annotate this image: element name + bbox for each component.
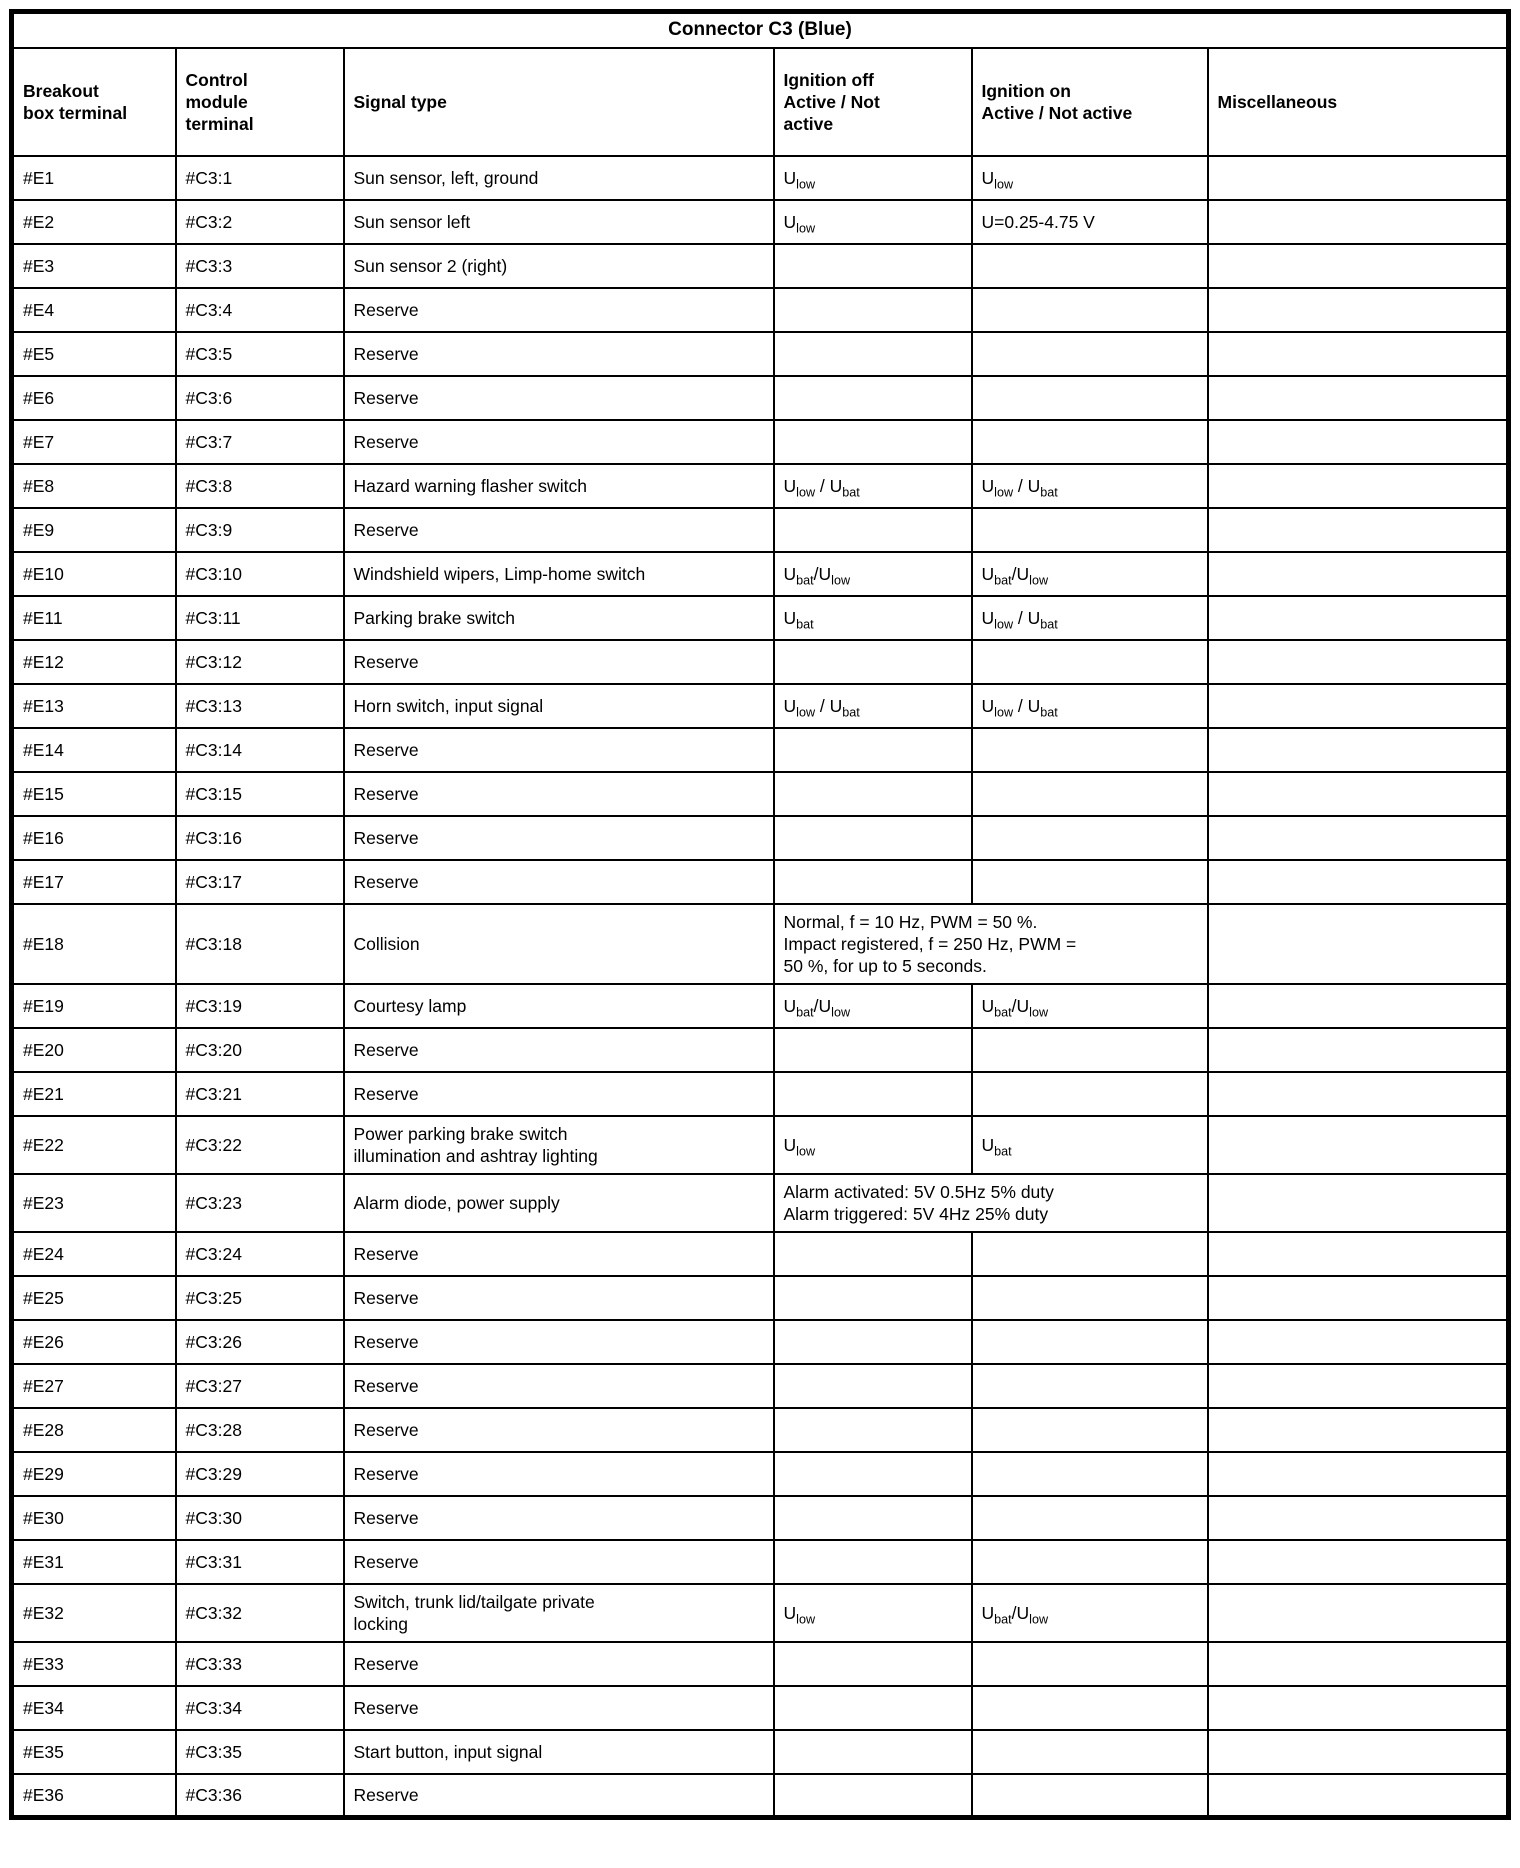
cell-signal-type: Power parking brake switch illumination and ashtray lighting	[344, 1116, 774, 1174]
cell-breakout-terminal: #E33	[12, 1642, 176, 1686]
cell-ignition-off	[774, 1496, 972, 1540]
cell-signal-type: Sun sensor 2 (right)	[344, 244, 774, 288]
cell-ignition-on	[972, 860, 1208, 904]
cell-breakout-terminal: #E22	[12, 1116, 176, 1174]
cell-ignition-off	[774, 1540, 972, 1584]
cell-ignition-on	[972, 1730, 1208, 1774]
cell-miscellaneous	[1208, 1584, 1509, 1642]
cell-signal-type: Reserve	[344, 772, 774, 816]
cell-ignition-off: $U_{low} / U_{bat}$	[774, 464, 972, 508]
cell-control-module-terminal: #C3:20	[176, 1028, 344, 1072]
cell-control-module-terminal: #C3:19	[176, 984, 344, 1028]
cell-breakout-terminal: #E30	[12, 1496, 176, 1540]
cell-control-module-terminal: #C3:27	[176, 1364, 344, 1408]
cell-ignition-off	[774, 1642, 972, 1686]
table-title-row	[12, 12, 1509, 48]
cell-breakout-terminal: #E34	[12, 1686, 176, 1730]
cell-control-module-terminal: #C3:7	[176, 420, 344, 464]
cell-signal-type: Reserve	[344, 420, 774, 464]
table-row	[12, 816, 1509, 860]
cell-ignition-on	[972, 1320, 1208, 1364]
cell-control-module-terminal: #C3:3	[176, 244, 344, 288]
cell-miscellaneous	[1208, 1232, 1509, 1276]
table-row	[12, 1072, 1509, 1116]
cell-miscellaneous	[1208, 816, 1509, 860]
table-row	[12, 728, 1509, 772]
cell-control-module-terminal: #C3:32	[176, 1584, 344, 1642]
cell-ignition-off	[774, 640, 972, 684]
cell-signal-type: Sun sensor left	[344, 200, 774, 244]
cell-control-module-terminal: #C3:10	[176, 552, 344, 596]
cell-ignition-off	[774, 1072, 972, 1116]
cell-signal-type: Hazard warning flasher switch	[344, 464, 774, 508]
col-header-control-module-terminal: Control module terminal	[176, 48, 344, 156]
table-row	[12, 1584, 1509, 1642]
cell-control-module-terminal: #C3:26	[176, 1320, 344, 1364]
cell-ignition-on: U=0.25-4.75 V	[972, 200, 1208, 244]
cell-ignition-on	[972, 728, 1208, 772]
cell-miscellaneous	[1208, 772, 1509, 816]
cell-ignition-off	[774, 1028, 972, 1072]
cell-control-module-terminal: #C3:6	[176, 376, 344, 420]
cell-miscellaneous	[1208, 376, 1509, 420]
cell-control-module-terminal: #C3:24	[176, 1232, 344, 1276]
cell-signal-type: Reserve	[344, 508, 774, 552]
cell-breakout-terminal: #E26	[12, 1320, 176, 1364]
cell-miscellaneous	[1208, 684, 1509, 728]
col-header-miscellaneous: Miscellaneous	[1208, 48, 1509, 156]
cell-ignition-on	[972, 1642, 1208, 1686]
cell-ignition-off	[774, 772, 972, 816]
cell-ignition-off	[774, 244, 972, 288]
cell-control-module-terminal: #C3:12	[176, 640, 344, 684]
cell-miscellaneous	[1208, 860, 1509, 904]
cell-ignition-on: $U_{low}$	[972, 156, 1208, 200]
cell-signal-type: Reserve	[344, 728, 774, 772]
cell-signal-type: Reserve	[344, 288, 774, 332]
cell-breakout-terminal: #E14	[12, 728, 176, 772]
cell-ignition-off	[774, 288, 972, 332]
table-row	[12, 1496, 1509, 1540]
cell-ignition-on	[972, 640, 1208, 684]
cell-signal-type: Reserve	[344, 816, 774, 860]
table-row	[12, 1232, 1509, 1276]
cell-ignition-off: $U_{bat}$	[774, 596, 972, 640]
cell-signal-type: Courtesy lamp	[344, 984, 774, 1028]
cell-ignition-off: $U_{low} / U_{bat}$	[774, 684, 972, 728]
cell-signal-type: Reserve	[344, 1686, 774, 1730]
cell-breakout-terminal: #E11	[12, 596, 176, 640]
cell-breakout-terminal: #E24	[12, 1232, 176, 1276]
cell-control-module-terminal: #C3:23	[176, 1174, 344, 1232]
cell-control-module-terminal: #C3:30	[176, 1496, 344, 1540]
cell-miscellaneous	[1208, 552, 1509, 596]
cell-control-module-terminal: #C3:9	[176, 508, 344, 552]
cell-ignition-on: $U_{low} / U_{bat}$	[972, 464, 1208, 508]
cell-ignition-off	[774, 1320, 972, 1364]
cell-control-module-terminal: #C3:25	[176, 1276, 344, 1320]
cell-control-module-terminal: #C3:22	[176, 1116, 344, 1174]
cell-miscellaneous	[1208, 1116, 1509, 1174]
cell-ignition-off	[774, 508, 972, 552]
cell-signal-type: Reserve	[344, 640, 774, 684]
table-row	[12, 420, 1509, 464]
cell-miscellaneous	[1208, 156, 1509, 200]
table-row	[12, 1686, 1509, 1730]
table-row	[12, 860, 1509, 904]
cell-ignition-off	[774, 1276, 972, 1320]
cell-ignition-off	[774, 1408, 972, 1452]
cell-control-module-terminal: #C3:13	[176, 684, 344, 728]
cell-ignition-off	[774, 1730, 972, 1774]
cell-ignition-off: $U_{bat}/U_{low}$	[774, 552, 972, 596]
cell-ignition-off	[774, 1232, 972, 1276]
table-row	[12, 288, 1509, 332]
cell-breakout-terminal: #E23	[12, 1174, 176, 1232]
cell-ignition-off	[774, 860, 972, 904]
cell-breakout-terminal: #E17	[12, 860, 176, 904]
table-row	[12, 376, 1509, 420]
cell-signal-type: Reserve	[344, 1276, 774, 1320]
cell-ignition-off: $U_{low}$	[774, 156, 972, 200]
cell-signal-type: Horn switch, input signal	[344, 684, 774, 728]
table-row	[12, 156, 1509, 200]
cell-signal-type: Sun sensor, left, ground	[344, 156, 774, 200]
cell-signal-type: Parking brake switch	[344, 596, 774, 640]
cell-breakout-terminal: #E28	[12, 1408, 176, 1452]
cell-signal-type: Reserve	[344, 332, 774, 376]
table-row	[12, 1116, 1509, 1174]
cell-signal-type: Reserve	[344, 1774, 774, 1818]
cell-miscellaneous	[1208, 1642, 1509, 1686]
cell-control-module-terminal: #C3:36	[176, 1774, 344, 1818]
cell-ignition-on	[972, 508, 1208, 552]
cell-breakout-terminal: #E2	[12, 200, 176, 244]
cell-ignition-on	[972, 816, 1208, 860]
cell-ignition-on	[972, 1276, 1208, 1320]
cell-miscellaneous	[1208, 1496, 1509, 1540]
cell-ignition-off: $U_{low}$	[774, 1116, 972, 1174]
cell-signal-type: Reserve	[344, 1364, 774, 1408]
cell-control-module-terminal: #C3:14	[176, 728, 344, 772]
cell-signal-type: Reserve	[344, 1496, 774, 1540]
cell-breakout-terminal: #E20	[12, 1028, 176, 1072]
cell-ignition-off: $U_{low}$	[774, 1584, 972, 1642]
cell-ignition-on: $U_{bat}/U_{low}$	[972, 1584, 1208, 1642]
cell-control-module-terminal: #C3:35	[176, 1730, 344, 1774]
cell-miscellaneous	[1208, 904, 1509, 984]
cell-ignition-on	[972, 244, 1208, 288]
cell-miscellaneous	[1208, 728, 1509, 772]
cell-control-module-terminal: #C3:29	[176, 1452, 344, 1496]
table-row	[12, 1642, 1509, 1686]
cell-ignition-off: $U_{low}$	[774, 200, 972, 244]
cell-miscellaneous	[1208, 1408, 1509, 1452]
cell-signal-type: Reserve	[344, 1642, 774, 1686]
cell-control-module-terminal: #C3:15	[176, 772, 344, 816]
cell-ignition-on	[972, 1496, 1208, 1540]
cell-signal-type: Switch, trunk lid/tailgate private locking	[344, 1584, 774, 1642]
cell-breakout-terminal: #E32	[12, 1584, 176, 1642]
connector-c3-pinout-table	[9, 9, 1511, 1820]
cell-signal-type: Reserve	[344, 1072, 774, 1116]
cell-signal-type: Start button, input signal	[344, 1730, 774, 1774]
cell-signal-type: Reserve	[344, 1408, 774, 1452]
cell-ignition-off	[774, 1452, 972, 1496]
table-row	[12, 1276, 1509, 1320]
cell-ignition-on	[972, 1686, 1208, 1730]
table-row	[12, 904, 1509, 984]
table-row	[12, 1540, 1509, 1584]
table-row	[12, 1774, 1509, 1818]
cell-signal-type: Alarm diode, power supply	[344, 1174, 774, 1232]
cell-miscellaneous	[1208, 596, 1509, 640]
cell-breakout-terminal: #E25	[12, 1276, 176, 1320]
cell-breakout-terminal: #E12	[12, 640, 176, 684]
cell-ignition-off	[774, 420, 972, 464]
table-row	[12, 1408, 1509, 1452]
cell-signal-type: Reserve	[344, 860, 774, 904]
table-row	[12, 332, 1509, 376]
cell-miscellaneous	[1208, 1774, 1509, 1818]
table-row	[12, 640, 1509, 684]
cell-miscellaneous	[1208, 1686, 1509, 1730]
cell-miscellaneous	[1208, 464, 1509, 508]
table-row	[12, 684, 1509, 728]
cell-breakout-terminal: #E36	[12, 1774, 176, 1818]
cell-ignition-on	[972, 1028, 1208, 1072]
cell-signal-type: Collision	[344, 904, 774, 984]
cell-breakout-terminal: #E27	[12, 1364, 176, 1408]
cell-ignition-off	[774, 1774, 972, 1818]
cell-ignition-on: $U_{bat}/U_{low}$	[972, 984, 1208, 1028]
cell-breakout-terminal: #E1	[12, 156, 176, 200]
cell-miscellaneous	[1208, 1320, 1509, 1364]
cell-breakout-terminal: #E9	[12, 508, 176, 552]
cell-ignition-on: $U_{low} / U_{bat}$	[972, 596, 1208, 640]
cell-ignition-off: $U_{bat}/U_{low}$	[774, 984, 972, 1028]
cell-control-module-terminal: #C3:31	[176, 1540, 344, 1584]
cell-signal-type: Reserve	[344, 376, 774, 420]
cell-control-module-terminal: #C3:17	[176, 860, 344, 904]
cell-control-module-terminal: #C3:33	[176, 1642, 344, 1686]
cell-breakout-terminal: #E3	[12, 244, 176, 288]
cell-ignition-on	[972, 1540, 1208, 1584]
col-header-ignition-off: Ignition off Active / Not active	[774, 48, 972, 156]
cell-miscellaneous	[1208, 508, 1509, 552]
cell-control-module-terminal: #C3:18	[176, 904, 344, 984]
cell-breakout-terminal: #E18	[12, 904, 176, 984]
cell-breakout-terminal: #E4	[12, 288, 176, 332]
cell-breakout-terminal: #E8	[12, 464, 176, 508]
cell-miscellaneous	[1208, 332, 1509, 376]
cell-control-module-terminal: #C3:16	[176, 816, 344, 860]
col-header-breakout-terminal: Breakout box terminal	[12, 48, 176, 156]
cell-ignition-on	[972, 332, 1208, 376]
table-row	[12, 552, 1509, 596]
cell-miscellaneous	[1208, 1540, 1509, 1584]
col-header-ignition-on: Ignition on Active / Not active	[972, 48, 1208, 156]
cell-ignition-off	[774, 376, 972, 420]
cell-miscellaneous	[1208, 288, 1509, 332]
cell-ignition-on	[972, 772, 1208, 816]
cell-ignition-on: $U_{low} / U_{bat}$	[972, 684, 1208, 728]
table-row	[12, 984, 1509, 1028]
cell-control-module-terminal: #C3:2	[176, 200, 344, 244]
cell-control-module-terminal: #C3:21	[176, 1072, 344, 1116]
cell-ignition-on	[972, 1452, 1208, 1496]
cell-breakout-terminal: #E16	[12, 816, 176, 860]
cell-ignition-on: $U_{bat}$	[972, 1116, 1208, 1174]
table-row	[12, 1364, 1509, 1408]
cell-ignition-on	[972, 288, 1208, 332]
cell-miscellaneous	[1208, 1276, 1509, 1320]
cell-miscellaneous	[1208, 244, 1509, 288]
cell-ignition-span: Normal, f = 10 Hz, PWM = 50 %. Impact registered, f = 250 Hz, PWM = 50 %, for up to 5 seconds.	[774, 904, 1208, 984]
table-row	[12, 244, 1509, 288]
table-row	[12, 464, 1509, 508]
cell-miscellaneous	[1208, 420, 1509, 464]
cell-control-module-terminal: #C3:1	[176, 156, 344, 200]
cell-ignition-off	[774, 728, 972, 772]
cell-control-module-terminal: #C3:28	[176, 1408, 344, 1452]
cell-signal-type: Reserve	[344, 1232, 774, 1276]
cell-miscellaneous	[1208, 1174, 1509, 1232]
cell-miscellaneous	[1208, 1028, 1509, 1072]
cell-ignition-span: Alarm activated: 5V 0.5Hz 5% duty Alarm triggered: 5V 4Hz 25% duty	[774, 1174, 1208, 1232]
cell-breakout-terminal: #E21	[12, 1072, 176, 1116]
cell-ignition-on	[972, 1774, 1208, 1818]
table-row	[12, 1174, 1509, 1232]
cell-control-module-terminal: #C3:11	[176, 596, 344, 640]
cell-breakout-terminal: #E6	[12, 376, 176, 420]
cell-breakout-terminal: #E29	[12, 1452, 176, 1496]
table-row	[12, 1320, 1509, 1364]
cell-signal-type: Reserve	[344, 1028, 774, 1072]
cell-miscellaneous	[1208, 1452, 1509, 1496]
cell-miscellaneous	[1208, 1072, 1509, 1116]
table-row	[12, 508, 1509, 552]
cell-miscellaneous	[1208, 640, 1509, 684]
cell-miscellaneous	[1208, 1364, 1509, 1408]
cell-breakout-terminal: #E13	[12, 684, 176, 728]
table-row	[12, 596, 1509, 640]
cell-control-module-terminal: #C3:8	[176, 464, 344, 508]
cell-signal-type: Reserve	[344, 1452, 774, 1496]
table-header-row	[12, 48, 1509, 156]
cell-signal-type: Windshield wipers, Limp-home switch	[344, 552, 774, 596]
cell-signal-type: Reserve	[344, 1320, 774, 1364]
cell-miscellaneous	[1208, 984, 1509, 1028]
table-title: Connector C3 (Blue)	[12, 12, 1509, 48]
table-row	[12, 200, 1509, 244]
cell-ignition-off	[774, 1686, 972, 1730]
cell-control-module-terminal: #C3:4	[176, 288, 344, 332]
cell-breakout-terminal: #E19	[12, 984, 176, 1028]
cell-ignition-on	[972, 1408, 1208, 1452]
cell-miscellaneous	[1208, 1730, 1509, 1774]
cell-control-module-terminal: #C3:5	[176, 332, 344, 376]
cell-ignition-on	[972, 1232, 1208, 1276]
table-row	[12, 772, 1509, 816]
cell-breakout-terminal: #E10	[12, 552, 176, 596]
cell-breakout-terminal: #E31	[12, 1540, 176, 1584]
cell-ignition-on	[972, 376, 1208, 420]
cell-ignition-off	[774, 816, 972, 860]
table-row	[12, 1730, 1509, 1774]
cell-ignition-on	[972, 1364, 1208, 1408]
table-row	[12, 1028, 1509, 1072]
cell-ignition-on	[972, 420, 1208, 464]
cell-ignition-on	[972, 1072, 1208, 1116]
cell-ignition-off	[774, 332, 972, 376]
cell-breakout-terminal: #E5	[12, 332, 176, 376]
col-header-signal-type: Signal type	[344, 48, 774, 156]
cell-control-module-terminal: #C3:34	[176, 1686, 344, 1730]
cell-breakout-terminal: #E35	[12, 1730, 176, 1774]
cell-signal-type: Reserve	[344, 1540, 774, 1584]
cell-miscellaneous	[1208, 200, 1509, 244]
cell-ignition-off	[774, 1364, 972, 1408]
table-row	[12, 1452, 1509, 1496]
table-body	[12, 156, 1509, 1818]
cell-breakout-terminal: #E7	[12, 420, 176, 464]
cell-ignition-on: $U_{bat}/U_{low}$	[972, 552, 1208, 596]
cell-breakout-terminal: #E15	[12, 772, 176, 816]
